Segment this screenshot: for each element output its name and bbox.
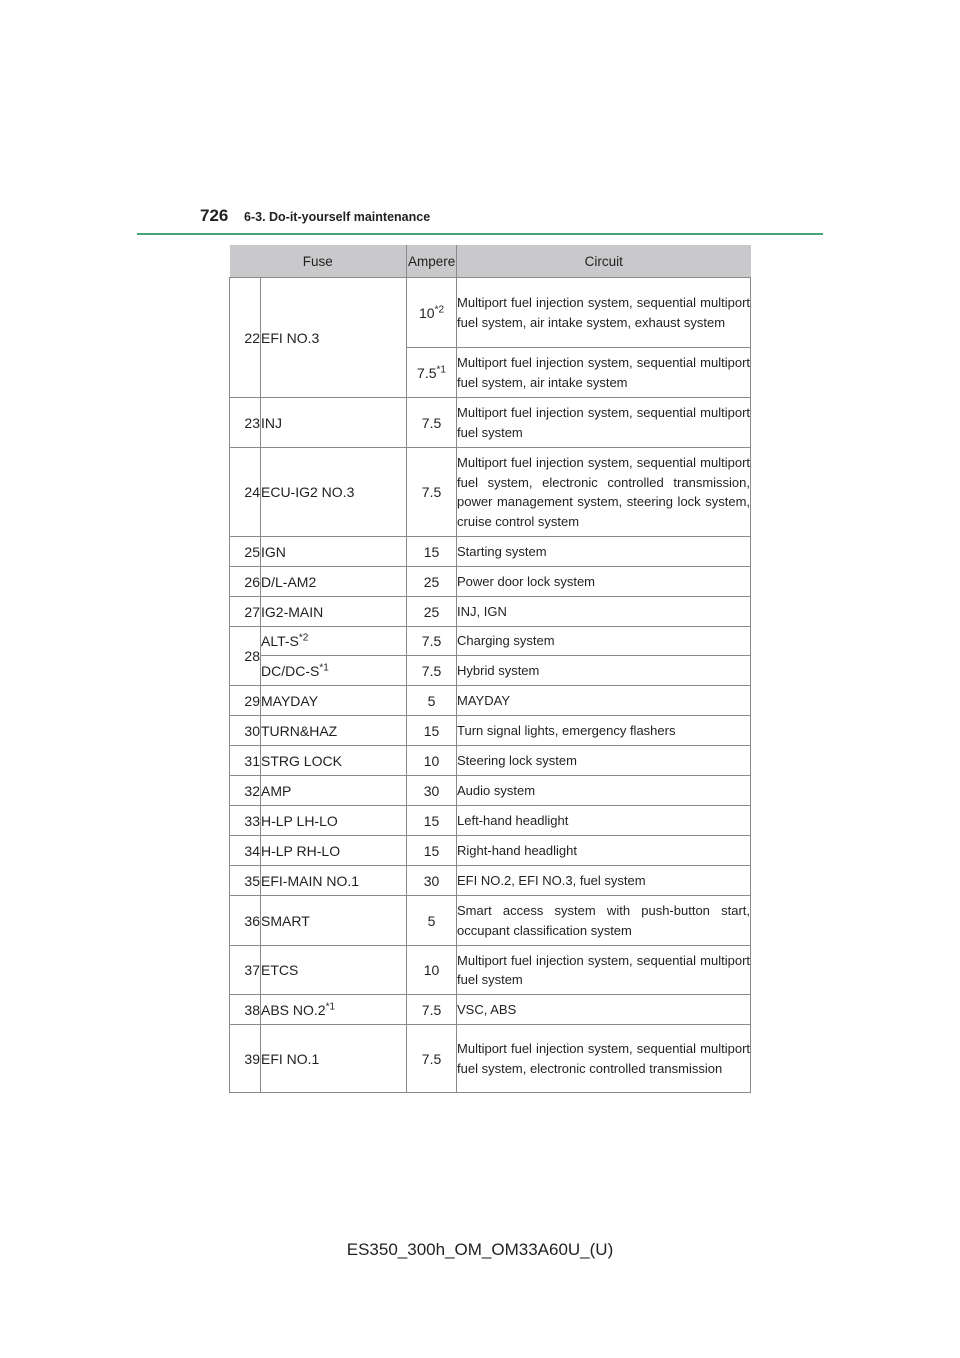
fuse-name	[261, 836, 407, 866]
circuit-description	[457, 567, 751, 597]
circuit-description-text: Steering lock system	[457, 752, 577, 768]
circuit-description	[457, 896, 751, 946]
fuse-number-text: 34	[244, 842, 260, 859]
circuit-description	[457, 716, 751, 746]
header-rule	[137, 233, 823, 235]
ampere-value	[407, 746, 457, 776]
fuse-name	[261, 656, 407, 686]
fuse-name	[261, 896, 407, 946]
circuit-description	[457, 776, 751, 806]
ampere-value	[407, 995, 457, 1025]
fuse-number-text: 23	[244, 414, 260, 431]
ampere-value	[407, 398, 457, 448]
page-header	[200, 206, 430, 226]
fuse-number	[230, 836, 261, 866]
ampere-value	[407, 537, 457, 567]
table-row	[230, 656, 751, 686]
fuse-number-text: 33	[244, 812, 260, 829]
fuse-number-text: 27	[244, 603, 260, 620]
fuse-name	[261, 746, 407, 776]
footnote-mark: *1	[325, 1000, 336, 1012]
fuse-name-text: EFI-MAIN NO.1	[261, 872, 360, 889]
fuse-number	[230, 597, 261, 627]
circuit-description	[457, 537, 751, 567]
fuse-name	[261, 278, 407, 398]
ampere-value	[407, 278, 457, 348]
circuit-description-text: Multiport fuel injection system, sequential multiport fuel system	[457, 405, 751, 440]
fuse-name	[261, 946, 407, 995]
circuit-description	[457, 866, 751, 896]
fuse-number-text: 24	[244, 484, 260, 500]
ampere-value-text: 7.5	[421, 662, 442, 679]
circuit-description	[457, 448, 751, 537]
fuse-number	[230, 567, 261, 597]
fuse-number-text: 26	[244, 573, 260, 590]
fuse-number-text: 36	[244, 912, 260, 929]
fuse-number-text: 31	[244, 752, 260, 769]
col-header-ampere: Ampere	[407, 245, 457, 278]
fuse-name-text: IGN	[261, 543, 286, 560]
circuit-description	[457, 806, 751, 836]
ampere-value-text: 15	[423, 722, 440, 739]
ampere-value-text: 15	[423, 543, 440, 560]
circuit-description-text: Right-hand headlight	[457, 842, 577, 858]
ampere-value	[407, 627, 457, 656]
ampere-value	[407, 1025, 457, 1093]
fuse-name-text: DC/DC-S	[261, 662, 320, 679]
table-row	[230, 716, 751, 746]
circuit-description-text: Left-hand headlight	[457, 812, 569, 828]
table-row	[230, 836, 751, 866]
fuse-number	[230, 806, 261, 836]
ampere-value	[407, 686, 457, 716]
table-row	[230, 448, 751, 537]
ampere-value	[407, 946, 457, 995]
ampere-value	[407, 656, 457, 686]
fuse-number-text: 25	[244, 543, 260, 560]
ampere-value	[407, 866, 457, 896]
circuit-description	[457, 348, 751, 398]
ampere-value-text: 25	[423, 573, 440, 590]
circuit-description-text: Audio system	[457, 782, 536, 798]
fuse-name-text: H-LP LH-LO	[261, 812, 338, 829]
table-row	[230, 1025, 751, 1093]
fuse-name-text: EFI NO.1	[261, 1050, 320, 1067]
fuse-name-text: STRG LOCK	[261, 752, 342, 769]
fuse-number	[230, 746, 261, 776]
fuse-name	[261, 995, 407, 1025]
table-row	[230, 776, 751, 806]
fuse-number	[230, 995, 261, 1025]
fuse-number-text: 30	[244, 722, 260, 739]
footnote-mark: *2	[298, 632, 309, 644]
ampere-value	[407, 716, 457, 746]
circuit-description-text: EFI NO.2, EFI NO.3, fuel system	[457, 872, 646, 888]
table-row	[230, 597, 751, 627]
circuit-description	[457, 278, 751, 348]
fuse-number	[230, 537, 261, 567]
circuit-description-text: MAYDAY	[457, 692, 510, 708]
circuit-description-text: Charging system	[457, 633, 555, 649]
table-row	[230, 866, 751, 896]
circuit-description-text: Power door lock system	[457, 573, 596, 589]
table-row	[230, 746, 751, 776]
ampere-value	[407, 348, 457, 398]
table-header-row	[230, 245, 751, 278]
page-number: 726	[200, 206, 229, 225]
footnote-mark: *2	[434, 303, 445, 315]
fuse-name-text: ETCS	[261, 962, 299, 978]
fuse-number-text: 29	[244, 692, 260, 709]
circuit-description	[457, 597, 751, 627]
ampere-value-text: 10	[423, 962, 440, 978]
fuse-name-text: ECU-IG2 NO.3	[261, 484, 355, 500]
circuit-description-text: Smart access system with push-button start, occupant classification system	[457, 903, 751, 938]
col-header-fuse: Fuse	[230, 245, 407, 278]
circuit-description	[457, 656, 751, 686]
ampere-value-text: 7.5	[421, 484, 442, 500]
fuse-number	[230, 946, 261, 995]
fuse-name-text: ABS NO.2	[261, 1001, 326, 1018]
fuse-number	[230, 278, 261, 398]
fuse-number	[230, 686, 261, 716]
circuit-description-text: Turn signal lights, emergency flashers	[457, 722, 676, 738]
ampere-value	[407, 567, 457, 597]
table-row	[230, 627, 751, 656]
table-row	[230, 537, 751, 567]
ampere-value	[407, 836, 457, 866]
circuit-description-text: VSC, ABS	[457, 1001, 517, 1017]
fuse-name-text: D/L-AM2	[261, 573, 317, 590]
col-header-circuit: Circuit	[457, 245, 751, 278]
fuse-name-text: TURN&HAZ	[261, 722, 338, 739]
fuse-name-text: ALT-S	[261, 633, 299, 649]
ampere-value	[407, 806, 457, 836]
ampere-value-text: 15	[423, 842, 440, 859]
footnote-mark: *1	[436, 363, 446, 375]
ampere-value-text: 7.5	[421, 633, 442, 649]
circuit-description	[457, 995, 751, 1025]
table-row	[230, 995, 751, 1025]
ampere-value-text: 7.5	[417, 364, 437, 381]
fuse-number	[230, 627, 261, 686]
fuse-name-text: H-LP RH-LO	[261, 842, 341, 859]
fuse-number-text: 35	[244, 872, 260, 889]
fuse-number	[230, 776, 261, 806]
ampere-value-text: 30	[423, 782, 440, 799]
ampere-value-text: 15	[423, 812, 440, 829]
ampere-value-text: 7.5	[421, 1001, 442, 1018]
fuse-number	[230, 716, 261, 746]
circuit-description-text: INJ, IGN	[457, 603, 507, 619]
fuse-number	[230, 866, 261, 896]
table-row	[230, 946, 751, 995]
footnote-mark: *1	[319, 661, 329, 673]
table-row	[230, 806, 751, 836]
fuse-name-text: IG2-MAIN	[261, 603, 324, 620]
document-code: ES350_300h_OM_OM33A60U_(U)	[346, 1240, 614, 1259]
fuse-name	[261, 448, 407, 537]
table-row	[230, 398, 751, 448]
fuse-number	[230, 448, 261, 537]
section-title: 6-3. Do-it-yourself maintenance	[244, 210, 431, 224]
fuse-number-text: 37	[244, 962, 260, 978]
fuse-name-text: SMART	[261, 912, 310, 929]
ampere-value	[407, 597, 457, 627]
fuse-number-text: 39	[244, 1050, 260, 1067]
circuit-description	[457, 686, 751, 716]
circuit-description	[457, 836, 751, 866]
fuse-table	[229, 245, 751, 1093]
ampere-value-text: 10	[423, 752, 440, 769]
fuse-name	[261, 597, 407, 627]
circuit-description	[457, 946, 751, 995]
circuit-description-text: Multiport fuel injection system, sequential multiport fuel system, air intake system, exhaust system	[457, 295, 751, 330]
circuit-description-text: Multiport fuel injection system, sequential multiport fuel system, electronic controlled transmission	[457, 1041, 751, 1076]
circuit-description-text: Multiport fuel injection system, sequential multiport fuel system, electronic controlled transmission, power management system, steering lock system, cruise control system	[457, 455, 751, 529]
ampere-value-text: 7.5	[421, 1050, 442, 1067]
fuse-number-text: 28	[244, 648, 260, 664]
fuse-number	[230, 398, 261, 448]
fuse-name	[261, 1025, 407, 1093]
circuit-description	[457, 1025, 751, 1093]
fuse-number	[230, 1025, 261, 1093]
ampere-value-text: 25	[423, 603, 440, 620]
circuit-description	[457, 398, 751, 448]
fuse-number-text: 38	[244, 1001, 260, 1018]
fuse-name	[261, 686, 407, 716]
table-row	[230, 567, 751, 597]
fuse-name-text: INJ	[261, 414, 282, 431]
fuse-name-text: AMP	[261, 782, 292, 799]
circuit-description	[457, 627, 751, 656]
circuit-description-text: Multiport fuel injection system, sequential multiport fuel system	[457, 952, 751, 987]
fuse-name	[261, 776, 407, 806]
table-row	[230, 896, 751, 946]
ampere-value-text: 7.5	[421, 414, 442, 431]
fuse-number-text: 22	[244, 329, 260, 346]
fuse-name	[261, 537, 407, 567]
ampere-value	[407, 896, 457, 946]
fuse-name-text: MAYDAY	[261, 692, 319, 709]
fuse-number	[230, 896, 261, 946]
circuit-description-text: Hybrid system	[457, 662, 540, 678]
fuse-name	[261, 866, 407, 896]
circuit-description-text: Starting system	[457, 543, 547, 559]
table-row	[230, 278, 751, 348]
fuse-name	[261, 398, 407, 448]
ampere-value-text: 30	[423, 872, 440, 889]
ampere-value	[407, 776, 457, 806]
fuse-number-text: 32	[244, 782, 260, 799]
fuse-name	[261, 716, 407, 746]
ampere-value	[407, 448, 457, 537]
table-row	[230, 686, 751, 716]
fuse-name	[261, 806, 407, 836]
ampere-value-text: 5	[427, 692, 436, 709]
ampere-value-text: 5	[427, 912, 436, 929]
fuse-name-text: EFI NO.3	[261, 329, 320, 346]
circuit-description-text: Multiport fuel injection system, sequential multiport fuel system, air intake system	[457, 355, 751, 390]
fuse-name	[261, 627, 407, 656]
circuit-description	[457, 746, 751, 776]
fuse-name	[261, 567, 407, 597]
ampere-value-text: 10	[419, 304, 435, 321]
